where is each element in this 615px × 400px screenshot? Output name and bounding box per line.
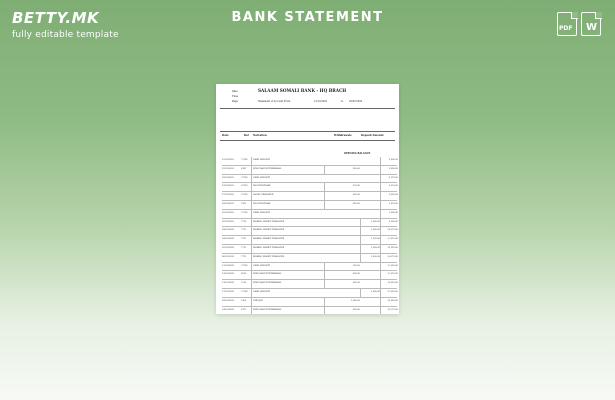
table-cell-w: 500.00 <box>324 263 360 271</box>
table-cell-r: 7735 <box>241 229 247 232</box>
col-header-deposits: Deposit Amount <box>361 134 384 137</box>
table-cell-b: 2,000.00 <box>380 192 398 200</box>
table-cell-p: 1,000.00 <box>360 289 380 297</box>
table-cell-d: 20/01/2022 <box>222 299 234 302</box>
table-cell-d: 13/01/2022 <box>222 282 234 285</box>
table-cell-d: 22/12/2021 <box>222 176 234 179</box>
table-cell-b: 2,400.00 <box>380 166 398 174</box>
table-cell-b: 19,320.00 <box>380 245 398 253</box>
table-row <box>222 227 397 236</box>
brand-logo[interactable]: BETTY.MK <box>12 9 100 27</box>
table-cell-n: ATM CASH WITHDRAWAL <box>251 280 325 288</box>
table-row <box>222 245 397 254</box>
table-cell-r: 57122 <box>241 211 248 214</box>
divider <box>220 140 395 141</box>
table-cell-n: POS PURCHASE <box>251 201 325 209</box>
table-cell-w: 400.00 <box>324 280 360 288</box>
table-cell-p: 1,000.00 <box>360 219 380 227</box>
table-cell-d: 11/01/2022 <box>222 264 234 267</box>
table-cell-d: 17/01/2022 <box>222 290 234 293</box>
table-cell-w: 350.00 <box>324 183 360 191</box>
table-cell-b: 14,920.00 <box>380 280 398 288</box>
table-cell-b: 15,970.00 <box>380 271 398 279</box>
table-cell-n: POS PURCHASE <box>251 183 325 191</box>
table-cell-b: 3,000.00 <box>380 157 398 165</box>
table-cell-n: MOBILE MONEY TRANSFER <box>251 245 325 253</box>
table-row <box>222 219 397 228</box>
table-cell-n: ATM CASH WITHDRAWAL <box>251 166 325 174</box>
table-cell-n: CHEQUE <box>251 298 325 306</box>
col-header-date: Date <box>222 134 229 137</box>
table-cell-d: 28/12/2021 <box>222 202 234 205</box>
table-cell-r: 4930 <box>241 273 247 276</box>
table-row <box>222 263 397 272</box>
table-cell-d: 27/12/2021 <box>222 194 234 197</box>
statement-preview[interactable] <box>216 84 399 314</box>
table-cell-d: 21/12/2021 <box>222 167 234 170</box>
table-cell-r: 57122 <box>241 159 248 161</box>
table-cell-r: 12763 <box>241 185 248 188</box>
table-cell-p: 1,000.00 <box>360 245 380 253</box>
table-row <box>222 201 397 210</box>
table-cell-b: 1,450.00 <box>380 201 398 209</box>
table-cell-n: ATM CASH WITHDRAWAL <box>251 271 325 279</box>
table-row <box>222 157 397 166</box>
table-cell-r: 7735 <box>241 246 247 249</box>
table-cell-d: 04/01/2022 <box>222 238 234 241</box>
table-row <box>222 307 397 314</box>
table-cell-r: 5331 <box>241 202 247 205</box>
table-cell-n: ATM CASH WITHDRAWAL <box>251 307 325 314</box>
table-row <box>222 183 397 192</box>
table-cell-n: LOCAL TRANSFER <box>251 192 325 200</box>
table-row <box>222 298 397 307</box>
table-cell-r: 57122 <box>241 176 248 179</box>
opening-balance-label: OPENING BALANCE <box>344 152 371 155</box>
transaction-table <box>222 157 397 314</box>
table-cell-r: 5114 <box>241 282 247 285</box>
col-header-withdrawals: Withdrawals <box>334 134 352 137</box>
table-cell-b: 15,920.00 <box>380 263 398 271</box>
bank-name: SALAAM SOMALI BANK - HQ BRACH <box>258 88 347 93</box>
table-cell-r: 57122 <box>241 194 248 197</box>
table-cell-b: 2,170.00 <box>380 175 398 183</box>
pdf-file-icon[interactable] <box>557 12 577 36</box>
table-cell-d: 21/12/2021 <box>222 159 234 161</box>
table-cell-p: 1,700.00 <box>360 236 380 244</box>
word-file-icon[interactable] <box>581 12 601 36</box>
table-row <box>222 271 397 280</box>
table-cell-w: 300.00 <box>324 307 360 314</box>
table-cell-n: CASH DEPOSIT <box>251 289 325 297</box>
table-cell-w: 300.00 <box>324 166 360 174</box>
table-cell-n: CASH DEPOSIT <box>251 175 325 183</box>
table-cell-b: 16,920.00 <box>380 298 398 306</box>
table-cell-d: 05/01/2022 <box>222 246 234 249</box>
table-cell-b: 6,300.00 <box>380 219 398 227</box>
table-cell-d: 30/12/2021 <box>222 220 234 223</box>
table-row <box>222 236 397 245</box>
table-cell-r: 4387 <box>241 167 247 170</box>
to-label: to <box>341 100 344 103</box>
table-cell-d: 06/01/2022 <box>222 255 234 258</box>
table-cell-n: CASH DEPOSIT <box>251 263 325 271</box>
table-cell-d: 29/12/2021 <box>222 211 234 214</box>
table-cell-w: 900.00 <box>324 192 360 200</box>
table-cell-w: 200.00 <box>324 271 360 279</box>
table-cell-r: 7733 <box>241 220 247 223</box>
table-row <box>222 254 397 263</box>
download-options <box>557 12 601 36</box>
table-cell-r: 7735 <box>241 255 247 258</box>
divider <box>220 131 395 132</box>
table-row <box>222 192 397 201</box>
divider <box>220 108 395 109</box>
table-cell-b: 16,570.00 <box>380 307 398 314</box>
table-cell-n: MOBILE MONEY TRANSFER <box>251 236 325 244</box>
table-cell-d: 12/01/2022 <box>222 273 234 276</box>
header-field-time: Time <box>232 95 239 98</box>
table-row <box>222 166 397 175</box>
header-field-date: Date <box>232 90 238 93</box>
table-cell-w: 220.00 <box>324 201 360 209</box>
date-from: 21/12/2021 <box>314 100 328 103</box>
table-cell-n: MOBILE MONEY TRANSFER <box>251 219 325 227</box>
col-header-ref: Ref <box>244 134 249 137</box>
table-cell-n: CASH DEPOSIT <box>251 157 325 165</box>
table-cell-b: 2,350.00 <box>380 183 398 191</box>
table-cell-r: 7735 <box>241 238 247 241</box>
date-to: 25/07/2022 <box>349 100 363 103</box>
table-row <box>222 175 397 184</box>
table-cell-n: CASH DEPOSIT <box>251 210 325 218</box>
word-icon-label: W <box>586 22 598 33</box>
table-cell-b: 16,670.00 <box>380 254 398 262</box>
table-cell-p: 1,000.00 <box>360 227 380 235</box>
brand-tagline: fully editable template <box>12 30 119 40</box>
table-cell-b: 15,670.00 <box>380 236 398 244</box>
table-row <box>222 280 397 289</box>
table-cell-r: 1362 <box>241 299 247 302</box>
table-cell-p: 1,000.00 <box>360 254 380 262</box>
table-cell-d: 24/01/2022 <box>222 308 234 311</box>
table-cell-n: MOBILE MONEY TRANSFER <box>251 254 325 262</box>
pdf-icon-label: PDF <box>559 25 573 32</box>
table-cell-d: 03/01/2022 <box>222 229 234 232</box>
header-field-page: Page <box>232 100 238 103</box>
table-row <box>222 289 397 298</box>
table-cell-r: 4335 <box>241 308 247 311</box>
table-cell-b: 17,920.00 <box>380 289 398 297</box>
table-cell-d: 23/12/2021 <box>222 185 234 188</box>
table-cell-b: 1,200.00 <box>380 210 398 218</box>
table-cell-r: 57122 <box>241 264 248 267</box>
col-header-narration: Narration <box>253 134 267 137</box>
table-cell-r: 57122 <box>241 290 248 293</box>
table-row <box>222 210 397 219</box>
table-cell-n: MOBILE MONEY TRANSFER <box>251 227 325 235</box>
table-cell-b: 14,370.00 <box>380 227 398 235</box>
table-cell-w: 1,000.00 <box>324 298 360 306</box>
statement-label: Statement of Account From <box>258 100 291 103</box>
page-title: BANK STATEMENT <box>231 10 384 25</box>
